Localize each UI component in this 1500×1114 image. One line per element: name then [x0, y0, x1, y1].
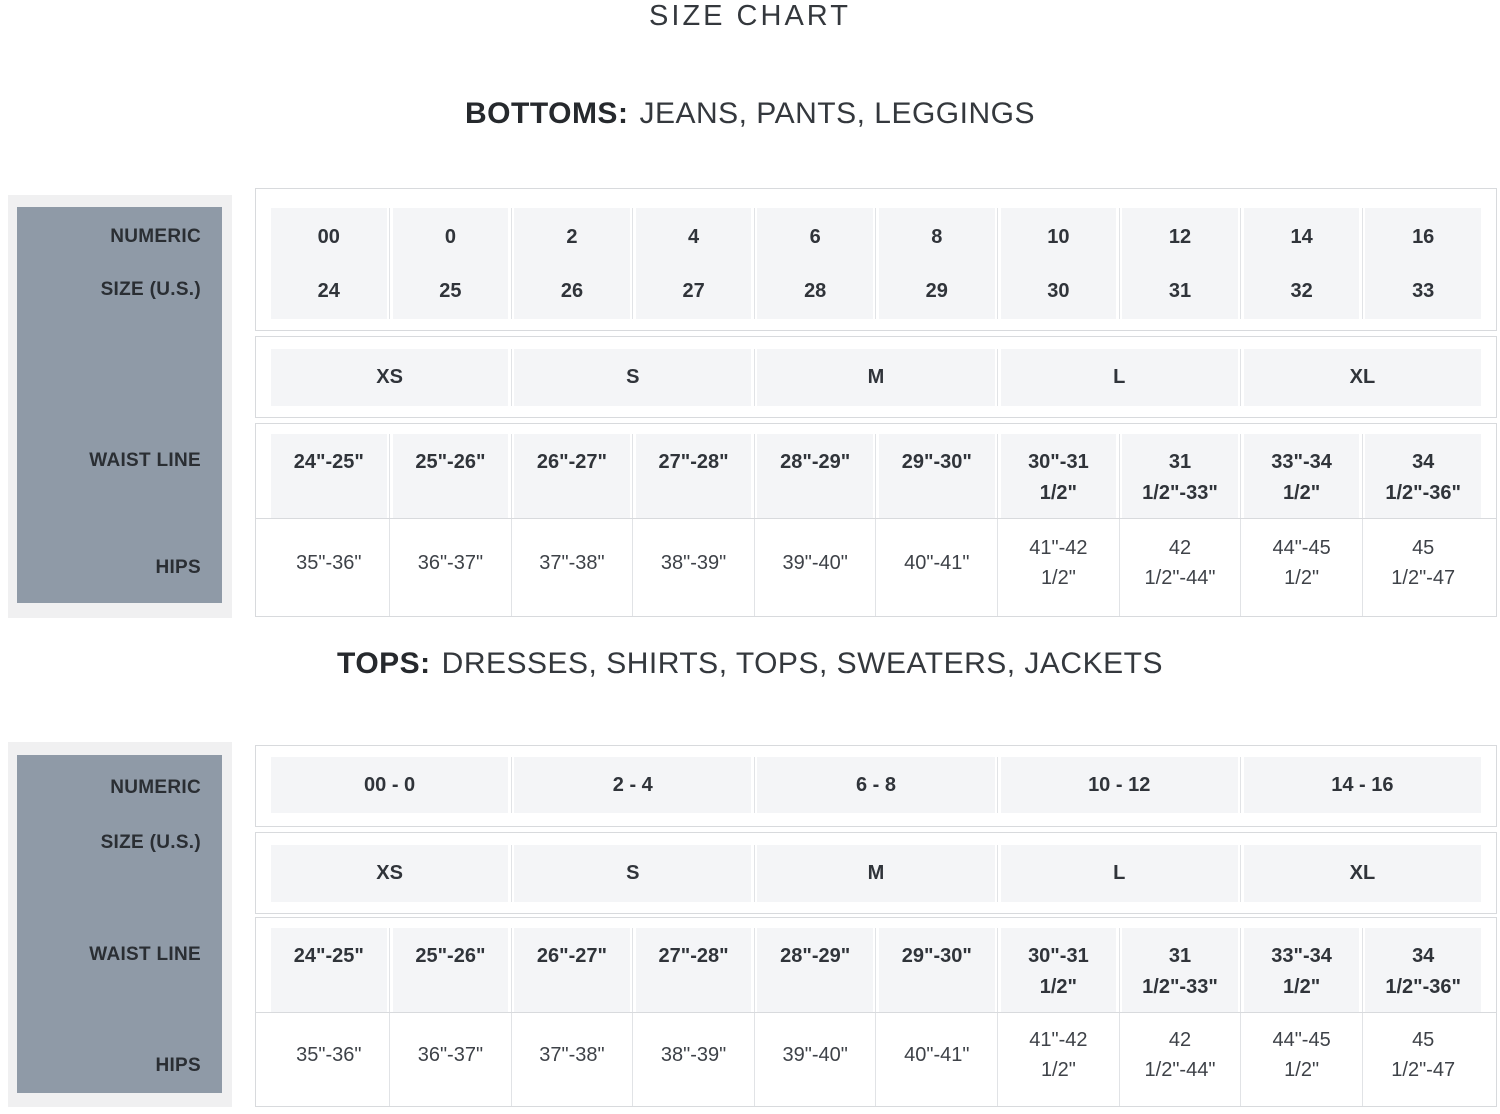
hips-cell — [268, 1013, 390, 1106]
waist-value: 25"-26" — [415, 945, 486, 967]
letter-size: XL — [1349, 366, 1376, 388]
letter-size-cell — [998, 349, 1241, 406]
tops-numeric-size-row — [268, 757, 1484, 813]
numeric-size-range: 10 - 12 — [1088, 774, 1151, 796]
size-range-cell — [1241, 757, 1484, 813]
size-cell — [633, 208, 755, 319]
waist-cell — [754, 928, 876, 1012]
letter-size-cell — [511, 349, 754, 406]
waist-cell — [390, 434, 512, 518]
bottoms-label-waist-line: WAIST LINE — [89, 450, 201, 471]
numeric-size-alt: 26 — [560, 279, 584, 302]
numeric-size: 2 — [566, 225, 578, 248]
bottoms-measurements-panel — [255, 423, 1497, 617]
waist-cell — [1241, 434, 1363, 518]
waist-cell — [268, 434, 390, 518]
numeric-size-alt: 29 — [925, 279, 948, 302]
letter-size: M — [867, 862, 885, 884]
bottoms-letter-size-row — [268, 349, 1484, 406]
tops-hips-row — [268, 1013, 1484, 1106]
hips-cell — [390, 519, 512, 616]
hips-value: 37"-38" — [539, 1043, 605, 1066]
waist-value: 34 1/2"-36" — [1385, 945, 1462, 998]
numeric-size: 12 — [1168, 225, 1192, 248]
waist-cell — [511, 928, 633, 1012]
waist-value: 31 1/2"-33" — [1142, 451, 1218, 504]
size-range-cell — [754, 757, 997, 813]
waist-value: 30"-31 1/2" — [1028, 945, 1089, 998]
hips-value: 36"-37" — [417, 551, 484, 574]
numeric-size-alt: 24 — [317, 279, 340, 302]
waist-cell — [511, 434, 633, 518]
hips-value: 39"-40" — [782, 551, 848, 574]
bottoms-letter-size-panel — [255, 336, 1497, 418]
numeric-size-range: 2 - 4 — [612, 774, 653, 796]
hips-value: 45 1/2"-47 — [1391, 536, 1456, 589]
section-heading-tops-rest: DRESSES, SHIRTS, TOPS, SWEATERS, JACKETS — [441, 647, 1163, 680]
tops-waist-row — [268, 928, 1484, 1012]
size-range-cell — [998, 757, 1241, 813]
size-range-cell — [268, 757, 511, 813]
size-cell — [754, 208, 876, 319]
hips-cell — [268, 519, 390, 616]
waist-cell — [633, 434, 755, 518]
letter-size: S — [626, 862, 640, 884]
waist-cell — [998, 928, 1120, 1012]
tops-numeric-size-panel — [255, 745, 1497, 827]
numeric-size: 4 — [688, 225, 700, 248]
waist-cell — [390, 928, 512, 1012]
numeric-size-alt: 31 — [1168, 279, 1192, 302]
hips-cell — [876, 1013, 998, 1106]
tops-row-labels-sidebar — [8, 742, 232, 1107]
numeric-size-range: 6 - 8 — [855, 774, 896, 796]
hips-cell — [1362, 519, 1484, 616]
bottoms-label-numeric: NUMERIC — [110, 226, 201, 247]
tops-measurements-panel — [255, 917, 1497, 1107]
letter-size-cell — [1241, 845, 1484, 902]
numeric-size-alt: 27 — [682, 279, 705, 302]
hips-value: 44"-45 1/2" — [1272, 1028, 1331, 1081]
letter-size-cell — [998, 845, 1241, 902]
bottoms-numeric-size-row — [268, 208, 1484, 319]
bottoms-label-hips: HIPS — [155, 557, 201, 578]
numeric-size-alt: 30 — [1047, 279, 1070, 302]
numeric-size-alt: 25 — [439, 279, 462, 302]
numeric-size-range: 14 - 16 — [1331, 774, 1394, 796]
tops-label-size-us: SIZE (U.S.) — [100, 832, 201, 853]
section-heading-bottoms — [0, 97, 1500, 131]
letter-size-cell — [268, 349, 511, 406]
hips-value: 36"-37" — [417, 1043, 484, 1066]
size-range-cell — [511, 757, 754, 813]
waist-value: 26"-27" — [536, 451, 608, 473]
waist-value: 31 1/2"-33" — [1142, 945, 1218, 998]
waist-value: 30"-31 1/2" — [1028, 451, 1089, 504]
hips-cell — [511, 1013, 633, 1106]
hips-value: 41"-42 1/2" — [1029, 1028, 1088, 1081]
size-cell — [876, 208, 998, 319]
hips-value: 35"-36" — [296, 1043, 362, 1066]
section-heading-bottoms-bold: BOTTOMS: — [465, 97, 629, 130]
hips-cell — [1119, 519, 1241, 616]
size-cell — [1119, 208, 1241, 319]
waist-value: 24"-25" — [293, 945, 364, 967]
bottoms-waist-row — [268, 434, 1484, 518]
hips-cell — [633, 519, 755, 616]
waist-cell — [1362, 434, 1484, 518]
waist-value: 25"-26" — [415, 451, 486, 473]
section-heading-bottoms-rest: JEANS, PANTS, LEGGINGS — [639, 97, 1035, 130]
bottoms-label-size-us: SIZE (U.S.) — [100, 279, 201, 300]
bottoms-row-labels-slab — [17, 207, 222, 603]
numeric-size: 6 — [809, 225, 821, 248]
hips-value: 38"-39" — [660, 1043, 727, 1066]
waist-cell — [876, 928, 998, 1012]
hips-value: 42 1/2"-44" — [1144, 1028, 1216, 1081]
numeric-size: 16 — [1412, 225, 1435, 248]
waist-value: 33"-34 1/2" — [1271, 451, 1332, 504]
numeric-size-alt: 33 — [1412, 279, 1435, 302]
waist-value: 29"-30" — [901, 945, 972, 967]
size-cell — [268, 208, 390, 319]
hips-cell — [1362, 1013, 1484, 1106]
numeric-size: 14 — [1290, 225, 1313, 248]
hips-cell — [754, 1013, 876, 1106]
numeric-size-range: 00 - 0 — [364, 774, 416, 796]
waist-value: 34 1/2"-36" — [1385, 451, 1462, 504]
hips-cell — [390, 1013, 512, 1106]
bottoms-row-labels-sidebar — [8, 195, 232, 618]
hips-value: 45 1/2"-47 — [1391, 1028, 1456, 1081]
hips-cell — [1241, 519, 1363, 616]
size-cell — [1241, 208, 1363, 319]
hips-value: 40"-41" — [904, 551, 970, 574]
hips-value: 35"-36" — [296, 551, 362, 574]
tops-row-labels-slab — [17, 755, 222, 1093]
waist-cell — [1119, 928, 1241, 1012]
waist-cell — [876, 434, 998, 518]
numeric-size: 0 — [444, 225, 456, 248]
tops-letter-size-panel — [255, 832, 1497, 914]
hips-cell — [1119, 1013, 1241, 1106]
hips-cell — [633, 1013, 755, 1106]
waist-value: 27"-28" — [658, 451, 729, 473]
size-cell — [390, 208, 512, 319]
hips-value: 39"-40" — [782, 1043, 848, 1066]
hips-value: 38"-39" — [660, 551, 727, 574]
waist-cell — [754, 434, 876, 518]
waist-value: 33"-34 1/2" — [1271, 945, 1332, 998]
letter-size: S — [626, 366, 640, 388]
hips-cell — [754, 519, 876, 616]
hips-value: 44"-45 1/2" — [1272, 536, 1331, 589]
hips-cell — [1241, 1013, 1363, 1106]
tops-label-waist-line: WAIST LINE — [89, 944, 201, 965]
waist-value: 28"-29" — [780, 451, 851, 473]
hips-value: 40"-41" — [904, 1043, 970, 1066]
numeric-size: 00 — [317, 225, 340, 248]
hips-value: 37"-38" — [539, 551, 605, 574]
letter-size: XS — [376, 862, 403, 884]
letter-size: M — [867, 366, 885, 388]
tops-letter-size-row — [268, 845, 1484, 902]
hips-value: 42 1/2"-44" — [1144, 536, 1216, 589]
hips-cell — [876, 519, 998, 616]
numeric-size-alt: 32 — [1290, 279, 1313, 302]
tops-label-hips: HIPS — [155, 1055, 201, 1076]
letter-size: L — [1113, 366, 1126, 388]
waist-value: 24"-25" — [293, 451, 364, 473]
waist-value: 27"-28" — [658, 945, 729, 967]
page-title: SIZE CHART — [649, 0, 851, 32]
bottoms-numeric-size-panel — [255, 188, 1497, 331]
waist-cell — [1362, 928, 1484, 1012]
letter-size: L — [1113, 862, 1126, 884]
letter-size: XS — [376, 366, 403, 388]
numeric-size: 10 — [1047, 225, 1070, 248]
letter-size-cell — [754, 845, 997, 902]
hips-cell — [998, 519, 1120, 616]
waist-cell — [1241, 928, 1363, 1012]
bottoms-hips-row — [268, 519, 1484, 616]
waist-cell — [633, 928, 755, 1012]
numeric-size-alt: 28 — [804, 279, 827, 302]
letter-size-cell — [754, 349, 997, 406]
section-heading-tops-bold: TOPS: — [337, 647, 431, 680]
waist-cell — [1119, 434, 1241, 518]
waist-value: 26"-27" — [536, 945, 608, 967]
waist-value: 28"-29" — [780, 945, 851, 967]
size-cell — [511, 208, 633, 319]
waist-value: 29"-30" — [901, 451, 972, 473]
hips-cell — [998, 1013, 1120, 1106]
letter-size-cell — [268, 845, 511, 902]
section-heading-tops — [0, 647, 1500, 681]
size-cell — [1362, 208, 1484, 319]
waist-cell — [268, 928, 390, 1012]
hips-cell — [511, 519, 633, 616]
size-cell — [998, 208, 1120, 319]
waist-cell — [998, 434, 1120, 518]
letter-size: XL — [1349, 862, 1376, 884]
letter-size-cell — [1241, 349, 1484, 406]
hips-value: 41"-42 1/2" — [1029, 536, 1088, 589]
letter-size-cell — [511, 845, 754, 902]
tops-label-numeric: NUMERIC — [110, 777, 201, 798]
numeric-size: 8 — [931, 225, 943, 248]
